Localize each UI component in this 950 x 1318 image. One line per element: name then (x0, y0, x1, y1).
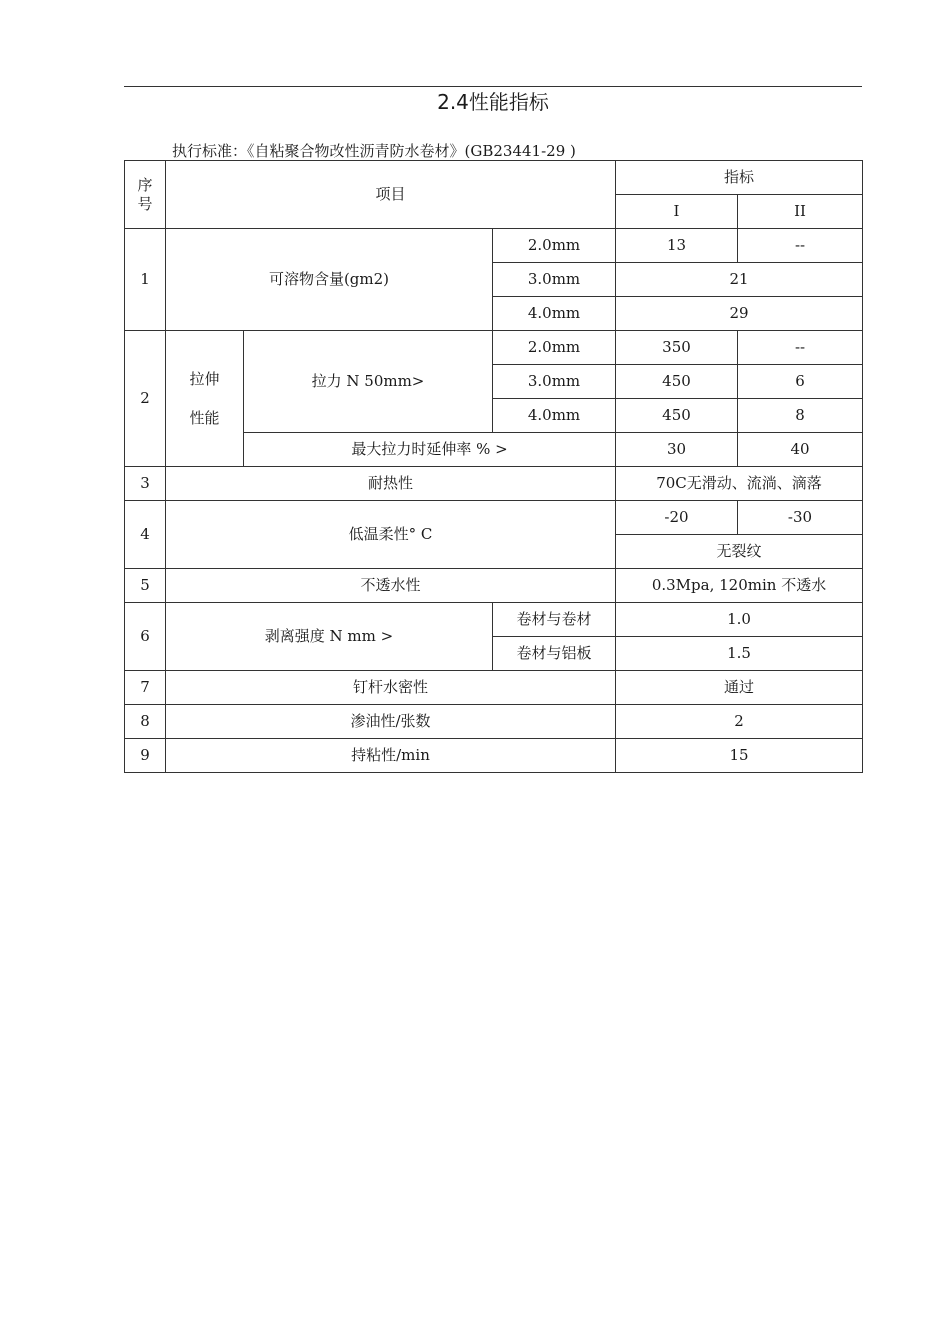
row-thickness: 4.0mm (493, 297, 616, 331)
row-value-grade-1: 30 (616, 433, 738, 467)
row-value: 70C无滑动、流淌、滴落 (616, 467, 863, 501)
standard-reference: 执行标准：《自粘聚合物改性沥青防水卷材》(GB23441-29 ) (172, 142, 576, 160)
header-grade-2: II (738, 195, 863, 229)
row-value: 1.0 (616, 603, 863, 637)
row-value-grade-2: -30 (738, 501, 863, 535)
row-item: 渗油性/张数 (166, 705, 616, 739)
row-seq: 1 (125, 229, 166, 331)
table-row (125, 705, 863, 739)
row-value: 无裂纹 (616, 535, 863, 569)
row-value-grade-2: 8 (738, 399, 863, 433)
row-value-grade-1: 350 (616, 331, 738, 365)
row-seq: 7 (125, 671, 166, 705)
row-seq: 4 (125, 501, 166, 569)
header-item: 项目 (166, 161, 616, 229)
row-value: 29 (616, 297, 863, 331)
row-seq: 3 (125, 467, 166, 501)
table-row (125, 603, 863, 637)
header-seq: 序 号 (125, 161, 166, 229)
row-thickness: 2.0mm (493, 331, 616, 365)
row-value-grade-1: 450 (616, 399, 738, 433)
row-value: 2 (616, 705, 863, 739)
row-item: 可溶物含量(gm2) (166, 229, 493, 331)
row-value-grade-2: 40 (738, 433, 863, 467)
row-sub-item: 卷材与铝板 (493, 637, 616, 671)
row-item: 低温柔性° C (166, 501, 616, 569)
row-seq: 9 (125, 739, 166, 773)
row-item: 耐热性 (166, 467, 616, 501)
row-item: 钉杆水密性 (166, 671, 616, 705)
row-value-grade-1: -20 (616, 501, 738, 535)
row-value-grade-1: 13 (616, 229, 738, 263)
row-value: 15 (616, 739, 863, 773)
row-item-tensile-force: 拉力 N 50mm> (244, 331, 493, 433)
header-row (125, 161, 863, 195)
row-value-grade-2: -- (738, 229, 863, 263)
row-seq: 5 (125, 569, 166, 603)
table-row (125, 739, 863, 773)
row-thickness: 3.0mm (493, 263, 616, 297)
header-grade-1: I (616, 195, 738, 229)
page-title: 2.4性能指标 (437, 90, 549, 114)
row-value: 通过 (616, 671, 863, 705)
row-sub-item: 卷材与卷材 (493, 603, 616, 637)
row-group-tensile: 拉伸 性能 (166, 331, 244, 467)
row-value: 1.5 (616, 637, 863, 671)
row-value: 21 (616, 263, 863, 297)
row-thickness: 3.0mm (493, 365, 616, 399)
performance-table (124, 160, 863, 773)
table-row (125, 229, 863, 263)
table-row (125, 569, 863, 603)
row-value-grade-2: 6 (738, 365, 863, 399)
row-seq: 2 (125, 331, 166, 467)
row-value-grade-1: 450 (616, 365, 738, 399)
row-value-grade-2: -- (738, 331, 863, 365)
table-row (125, 671, 863, 705)
row-item: 剥离强度 N mm > (166, 603, 493, 671)
top-rule (124, 86, 862, 87)
row-item-elongation: 最大拉力时延伸率 % > (244, 433, 616, 467)
row-seq: 6 (125, 603, 166, 671)
row-value: 0.3Mpa, 120min 不透水 (616, 569, 863, 603)
row-thickness: 4.0mm (493, 399, 616, 433)
table-row (125, 331, 863, 365)
row-item: 不透水性 (166, 569, 616, 603)
row-thickness: 2.0mm (493, 229, 616, 263)
table-row (125, 501, 863, 535)
row-item: 持粘性/min (166, 739, 616, 773)
row-seq: 8 (125, 705, 166, 739)
table-row (125, 467, 863, 501)
header-indicator: 指标 (616, 161, 863, 195)
